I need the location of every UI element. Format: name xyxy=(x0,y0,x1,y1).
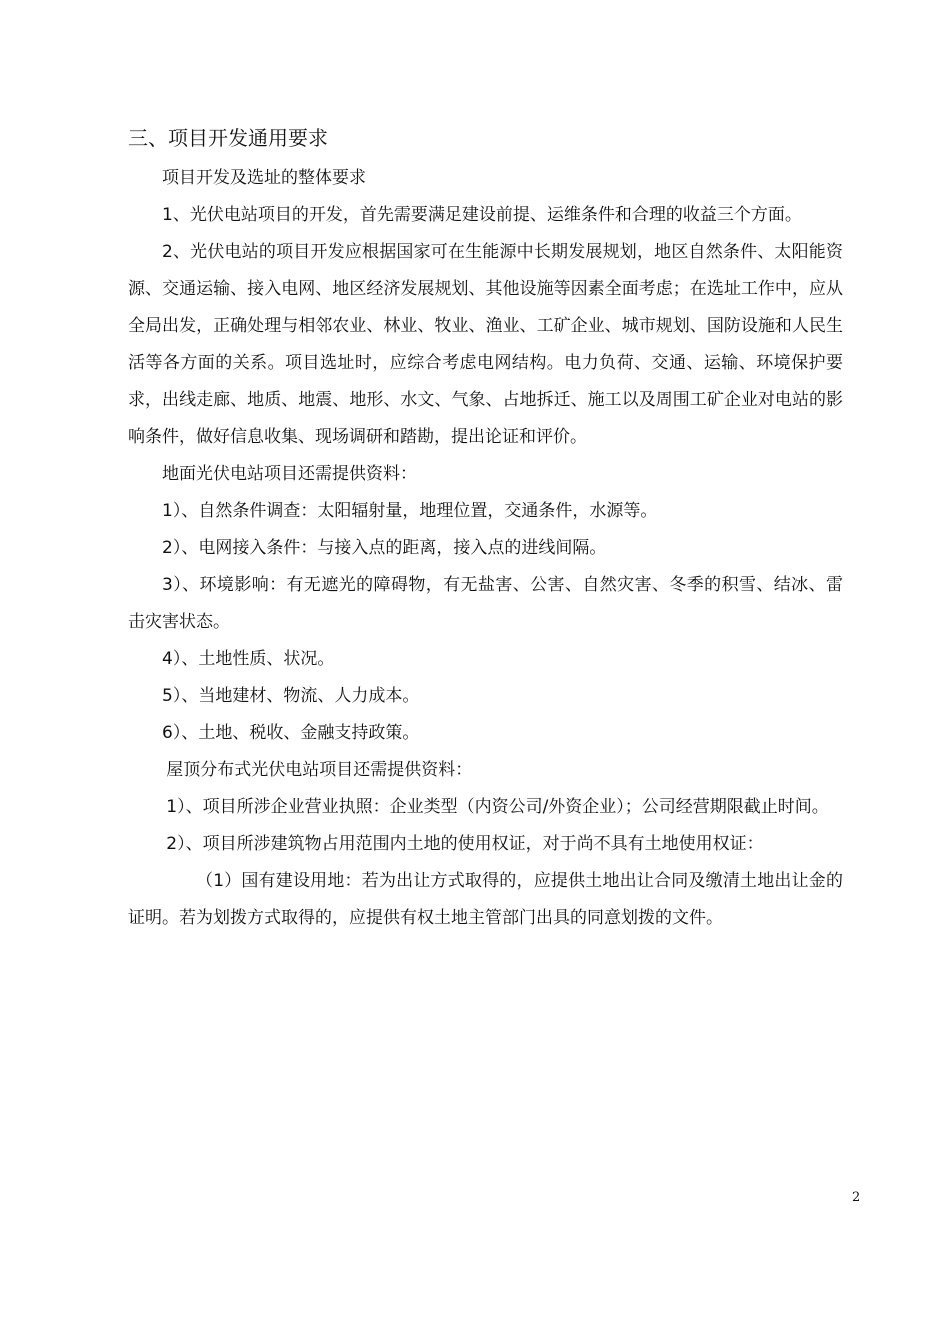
paragraph-requirement-1: 1、光伏电站项目的开发，首先需要满足建设前提、运维条件和合理的收益三个方面。 xyxy=(162,205,802,225)
paragraph-site-selection-requirements: 项目开发及选址的整体要求 xyxy=(162,168,366,188)
paragraph-rooftop-station-materials: 屋顶分布式光伏电站项目还需提供资料： xyxy=(166,760,473,780)
section-heading: 三、项目开发通用要求 xyxy=(128,126,328,150)
list-item-grid-connection: 2）、电网接入条件：与接入点的距离，接入点的进线间隔。 xyxy=(162,538,607,558)
list-item-business-license: 1）、项目所涉企业营业执照：企业类型（内资公司/外资企业）；公司经营期限截止时间。 xyxy=(166,797,829,817)
page-number: 2 xyxy=(852,1190,861,1205)
list-item-state-owned-land: （1）国有建设用地：若为出让方式取得的，应提供土地出让合同及缴清土地出让金的证明。若为划拨方式取得的，应提供有权土地主管部门出具的同意划拨的文件。 xyxy=(128,871,843,928)
paragraph-ground-station-materials: 地面光伏电站项目还需提供资料： xyxy=(162,464,417,484)
list-item-policy-support: 6）、土地、税收、金融支持政策。 xyxy=(162,723,420,743)
body-text xyxy=(128,160,843,937)
list-item-land-nature: 4）、土地性质、状况。 xyxy=(162,649,335,669)
list-item-land-use-certificate: 2）、项目所涉建筑物占用范围内土地的使用权证，对于尚不具有土地使用权证： xyxy=(166,834,764,854)
list-item-natural-conditions: 1）、自然条件调查：太阳辐射量，地理位置，交通条件，水源等。 xyxy=(162,501,658,521)
list-item-local-costs: 5）、当地建材、物流、人力成本。 xyxy=(162,686,420,706)
paragraph-requirement-2: 2、光伏电站的项目开发应根据国家可在生能源中长期发展规划，地区自然条件、太阳能资源、交通运输、接入电网、地区经济发展规划、其他设施等因素全面考虑；在选址工作中，应从全局出发，正确处理与相邻农业、林业、牧业、渔业、工矿企业、城市规划、国防设施和人民生活等各方面的关系。项目选址时，应综合考虑电网结构。电力负荷、交通、运输、环境保护要求，出线走廊、地质、地震、地形、水文、气象、占地拆迁、施工以及周围工矿企业对电站的影响条件，做好信息收集、现场调研和踏勘，提出论证和评价。 xyxy=(128,242,843,447)
list-item-environmental-impact: 3）、环境影响：有无遮光的障碍物，有无盐害、公害、自然灾害、冬季的积雪、结冰、雷击灾害状态。 xyxy=(128,575,843,632)
